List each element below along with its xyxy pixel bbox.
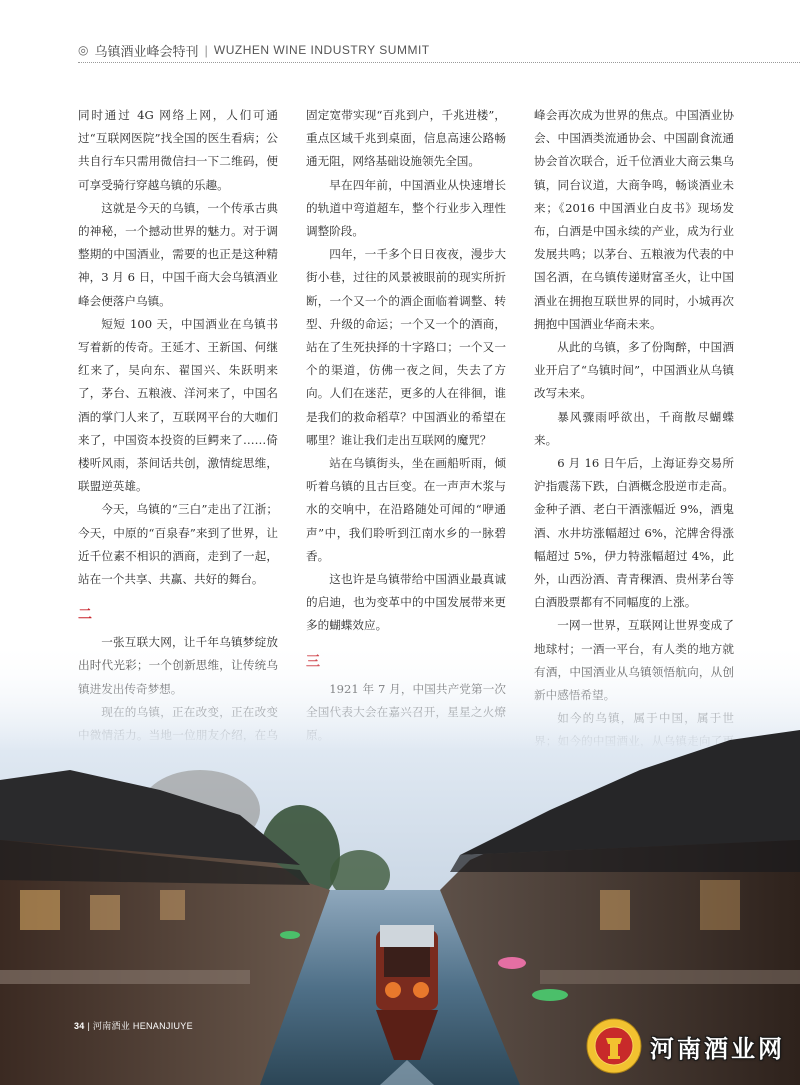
page-footer xyxy=(74,1019,193,1032)
paragraph: 同时通过 4G 网络上网，人们可通过“互联网医院”找全国的医生看病；公共自行车只需用微信扫一下二维码，便可享受骑行穿越乌镇的乐趣。 xyxy=(78,108,278,192)
header-title-en: WUZHEN WINE INDUSTRY SUMMIT xyxy=(213,43,430,57)
paragraph: 这也许是乌镇带给中国酒业最真诚的启迪，也为变革中的中国发展带来更多的蝴蝶效应。 xyxy=(306,572,506,633)
magazine-name-en: HENANJIUYE xyxy=(132,1021,193,1031)
paragraph: 今天，乌镇的“三白”走出了江浙；今天，中原的“百泉春”来到了世界，让近千位素不相识的酒商，走到了一起，站在一个共享、共赢、共好的舞台。 xyxy=(78,502,278,587)
site-watermark xyxy=(586,1018,785,1074)
paragraph: 短短 100 天，中国酒业在乌镇书写着新的传奇。王延才、王新国、何继红来了，吴向东、翟国兴、朱跃明来了，茅台、五粮液、洋河来了，中国名酒的掌门人来了，互联网平台的大咖们来了，中国资本投资的巨鳄来了……倚楼听风雨，茶间话共创，激情绽思维，联盟逆英雄。 xyxy=(78,316,278,494)
paragraph: 一网一世界，互联网让世界变成了 xyxy=(557,618,734,633)
paragraph: 6 月 16 日午后，上海证券交易所沪指震荡下跌，白酒概念股逆市走高。金种子酒、老白干酒涨幅近 9%，酒鬼酒、水井坊涨幅超过 6%，沱牌舍得涨幅超过 5%，伊力特涨幅超过 4%，此外，山西汾酒、青青稞酒、贵州茅台等白酒股票都有不同幅度的上涨。 xyxy=(534,456,734,610)
paragraph: 四年，一千多个日日夜夜，漫步大街小巷，过往的风景被眼前的现实所折断，一个又一个的酒企面临着调整、转型、升级的命运；一个又一个的酒商，站在了生死抉择的十字路口；一个又一个的渠道，仿佛一夜之间，失去了方向。人们在迷茫，更多的人在徘徊，谁是我们的救命稻草？中国酒业的希望在哪里？谁让我们走出互联网的魔咒？ xyxy=(306,247,506,447)
association-logo-icon xyxy=(586,1018,642,1074)
header-separator: | xyxy=(204,42,208,58)
site-name: 河南酒业网 xyxy=(650,1034,785,1063)
paragraph: 早在四年前，中国酒业从快速增长的轨道中弯道超车，整个行业步入理性调整阶段。 xyxy=(306,177,506,239)
header-divider xyxy=(78,62,800,63)
running-header xyxy=(78,40,430,60)
section-heading-2: 二 xyxy=(78,607,92,624)
paragraph: 峰会再次成为世界的焦点。中国酒业协会、中国酒类流通协会、中国副食流通协会首次联合，近千位酒业大商云集乌镇，同台议道，大商争鸣，畅谈酒业未来；《2016 中国酒业白皮书》现场发布，白酒是中国永续的产业，成为行业发展共鸣；以茅台、五粮液为代表的中国名酒，在乌镇传递财富圣火，让中国酒业在拥抱互联世界的同时，小城再次拥抱中国酒业华商未来。 xyxy=(534,108,734,331)
magazine-name-cn: 河南酒业 xyxy=(92,1021,131,1031)
header-title-cn: 乌镇酒业峰会特刊 xyxy=(94,43,199,59)
paragraph: 暴风骤雨呼欲出，千商散尽蝴蝶来。 xyxy=(534,409,734,447)
paragraph: 这就是今天的乌镇，一个传承古典的神秘，一个撼动世界的魅力。对于调整期的中国酒业，需要的也正是这种精神，3 月 6 日，中国千商大会乌镇酒业峰会便落户乌镇。 xyxy=(78,200,278,308)
paragraph: 从此的乌镇，多了份陶醉，中国酒业开启了“乌镇时间”，中国酒业从乌镇改写未来。 xyxy=(534,340,734,401)
paragraph: 固定宽带实现“百兆到户，千兆进楼”，重点区域千兆到桌面，信息高速公路畅通无阻，网络基础设施领先全国。 xyxy=(306,108,506,169)
page-number: 34 xyxy=(74,1021,85,1031)
header-mark-icon: ◎ xyxy=(78,43,89,57)
footer-divider: | xyxy=(87,1021,91,1031)
paragraph: 站在乌镇街头，坐在画船听雨，倾听着乌镇的且古巨变。在一声声木浆与水的交响中，在沿路随处可闻的“咿通声”中，我们聆听到江南水乡的一脉碧香。 xyxy=(306,456,506,563)
